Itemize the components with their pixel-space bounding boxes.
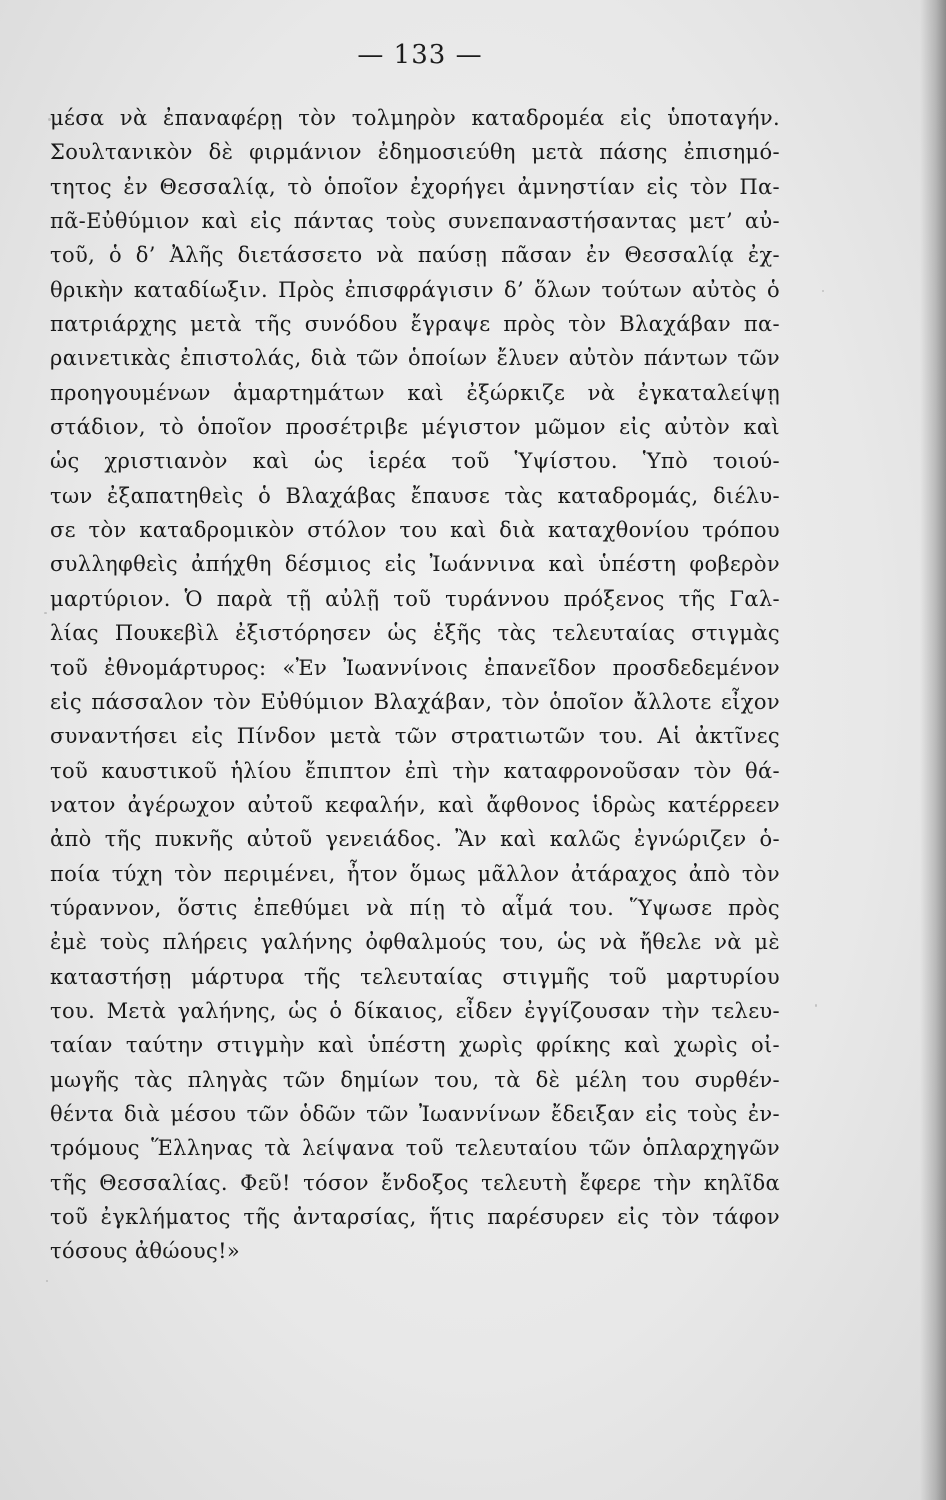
page-number: — 133 — <box>357 40 483 70</box>
scan-speck <box>822 290 824 292</box>
text-line: των ἐξαπατηθεὶς ὁ Βλαχάβας ἔπαυσε τὰς καταδρομάς, διέλυ- <box>50 483 780 508</box>
text-line: τρόμους Ἕλληνας τὰ λείψανα τοῦ τελευταίου τῶν ὁπλαρχηγῶν <box>50 1136 780 1161</box>
text-line: ταίαν ταύτην στιγμὴν καὶ ὑπέστη χωρὶς φρίκης καὶ χωρὶς οἰ- <box>50 1033 780 1058</box>
text-line: τοῦ ἐγκλήματος τῆς ἀνταρσίας, ἥτις παρέσυρεν εἰς τὸν τάφον <box>50 1205 780 1229</box>
text-line: εἰς πάσσαλον τὸν Εὐθύμιον Βλαχάβαν, τὸν ὁποῖον ἄλλοτε εἶχον <box>50 689 780 714</box>
text-line: συναντήσει εἰς Πίνδον μετὰ τῶν στρατιωτῶν του. Αἱ ἀκτῖνες <box>50 724 780 749</box>
text-line-last: τόσους ἀθώους!» <box>50 1239 241 1264</box>
text-line: νατον ἀγέρωχον αὐτοῦ κεφαλήν, καὶ ἄφθονος ἱδρὼς κατέρρεεν <box>50 792 780 817</box>
text-line: ραινετικὰς ἐπιστολάς, διὰ τῶν ὁποίων ἔλυεν αὐτὸν πάντων τῶν <box>50 346 780 371</box>
text-line: θρικὴν καταδίωξιν. Πρὸς ἐπισφράγισιν δ’ ὅλων τούτων αὐτὸς ὁ <box>50 277 780 302</box>
text-line: τοῦ ἐθνομάρτυρος: «Ἐν Ἰωαννίνοις ἐπανεῖδον προσδεδεμένον <box>50 655 780 680</box>
page-edge-shadow <box>920 0 946 1500</box>
text-line: ἀπὸ τῆς πυκνῆς αὐτοῦ γενειάδος. Ἂν καὶ καλῶς ἐγνώριζεν ὁ- <box>50 827 780 852</box>
text-line: τῆς Θεσσαλίας. Φεῦ! τόσον ἔνδοξος τελευτὴ ἔφερε τὴν κηλῖδα <box>50 1170 780 1195</box>
scan-speck <box>815 1004 817 1007</box>
text-line: καταστήσῃ μάρτυρα τῆς τελευταίας στιγμῆς τοῦ μαρτυρίου <box>50 964 780 989</box>
text-line: μωγῆς τὰς πληγὰς τῶν δημίων του, τὰ δὲ μέλη του συρθέν- <box>50 1067 780 1092</box>
text-line: Σουλτανικὸν δὲ φιρμάνιον ἐδημοσιεύθη μετὰ πάσης ἐπισημό- <box>50 140 780 165</box>
text-line: ποία τύχη τὸν περιμένει, ἦτον ὅμως μᾶλλον ἀτάραχος ἀπὸ τὸν <box>50 861 780 886</box>
text-line: τύραννον, ὅστις ἐπεθύμει νὰ πίῃ τὸ αἷμά του. Ὕψωσε πρὸς <box>50 895 780 920</box>
text-line: μέσα νὰ ἐπαναφέρῃ τὸν τολμηρὸν καταδρομέα εἰς ὑποταγήν. <box>50 106 780 130</box>
text-line: τητος ἐν Θεσσαλίᾳ, τὸ ὁποῖον ἐχορήγει ἀμνηστίαν εἰς τὸν Πα- <box>50 174 780 199</box>
text-line: σε τὸν καταδρομικὸν στόλον του καὶ διὰ καταχθονίου τρόπου <box>50 518 780 543</box>
scan-speck <box>46 1280 48 1282</box>
text-line: ὡς χριστιανὸν καὶ ὡς ἱερέα τοῦ Ὑψίστου. Ὑπὸ τοιού- <box>50 449 780 474</box>
text-line: τοῦ καυστικοῦ ἡλίου ἔπιπτον ἐπὶ τὴν καταφρονοῦσαν τὸν θά- <box>50 758 780 783</box>
text-line: θέντα διὰ μέσου τῶν ὁδῶν τῶν Ἰωαννίνων ἔδειξαν εἰς τοὺς ἐν- <box>50 1101 780 1126</box>
text-line: πᾶ-Εὐθύμιον καὶ εἰς πάντας τοὺς συνεπαναστήσαντας μετ’ αὐ- <box>50 209 780 234</box>
scan-speck <box>44 612 47 614</box>
text-line: μαρτύριον. Ὁ παρὰ τῇ αὐλῇ τοῦ τυράννου πρόξενος τῆς Γαλ- <box>50 586 780 611</box>
text-line: λίας Πουκεβὶλ ἐξιστόρησεν ὡς ἑξῆς τὰς τελευταίας στιγμὰς <box>50 621 780 646</box>
text-line: πατριάρχης μετὰ τῆς συνόδου ἔγραψε πρὸς τὸν Βλαχάβαν πα- <box>50 312 780 337</box>
text-line: τοῦ, ὁ δ’ Ἀλῆς διετάσσετο νὰ παύσῃ πᾶσαν ἐν Θεσσαλίᾳ ἐχ- <box>50 243 780 268</box>
text-line: ἐμὲ τοὺς πλήρεις γαλήνης ὀφθαλμούς του, ὡς νὰ ἤθελε νὰ μὲ <box>50 930 780 955</box>
text-line: προηγουμένων ἁμαρτημάτων καὶ ἐξώρκιζε νὰ ἐγκαταλείψῃ <box>50 380 780 405</box>
text-line: του. Μετὰ γαλήνης, ὡς ὁ δίκαιος, εἶδεν ἐγγίζουσαν τὴν τελευ- <box>50 998 780 1023</box>
scan-speck <box>48 118 51 121</box>
text-line: στάδιον, τὸ ὁποῖον προσέτριβε μέγιστον μῶμον εἰς αὐτὸν καὶ <box>50 415 780 440</box>
body-text <box>50 101 780 1269</box>
text-line: συλληφθεὶς ἀπήχθη δέσμιος εἰς Ἰωάννινα καὶ ὑπέστη φοβερὸν <box>50 552 780 577</box>
